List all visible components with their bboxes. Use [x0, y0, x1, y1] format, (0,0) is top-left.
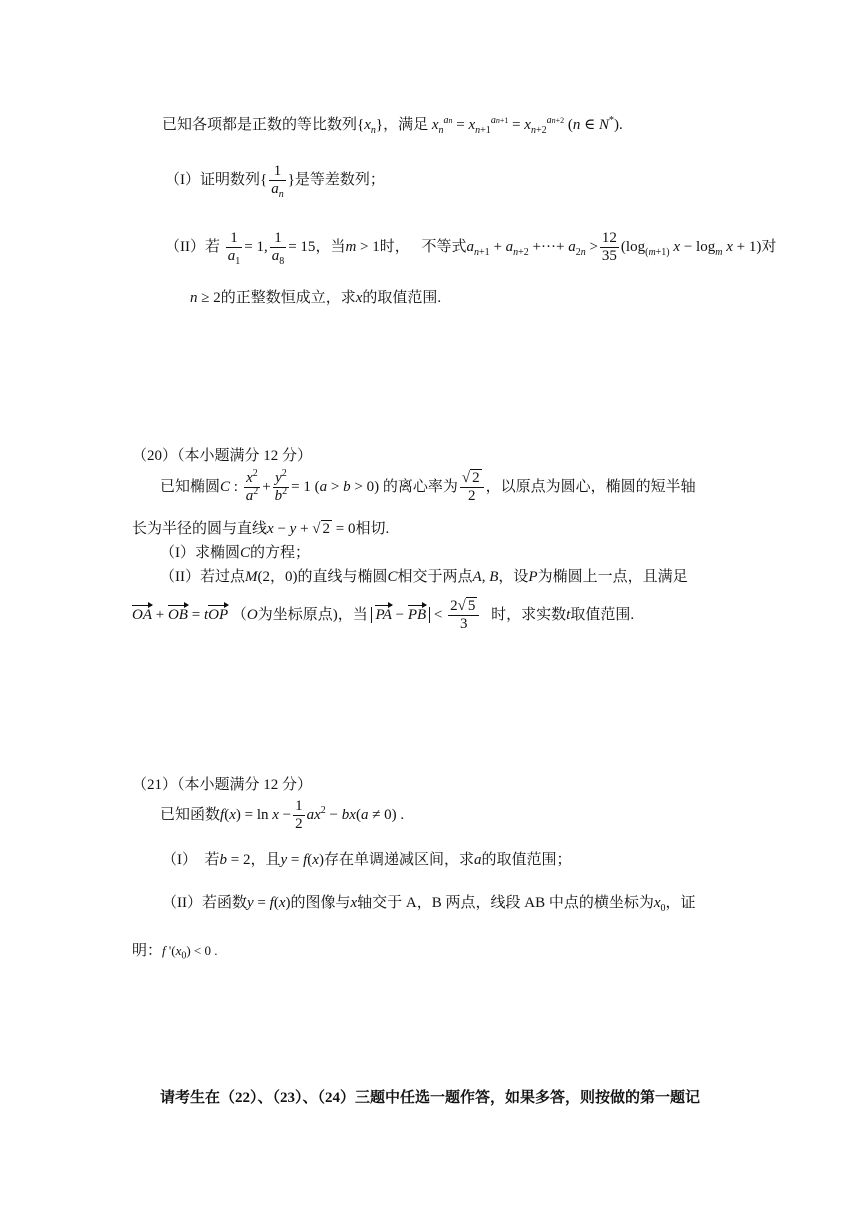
p21-part1: （I） 若b = 2，且y = f(x)存在单调递减区间，求a的取值范围；	[162, 852, 572, 868]
p19-line4: n ≥ 2的正整数恒成立，求x的取值范围.	[190, 290, 442, 306]
p21-part2: （II）若函数y = f(x)的图像与x轴交于 A，B 两点，线段 AB 中点的横坐标为$x_0$，证	[162, 895, 696, 914]
p20-header: （20）（本小题满分 12 分）	[132, 448, 313, 464]
p20-line1: 已知椭圆C : $\frac{x^2}{a^2}$ + $\frac{y^2}{b^2}$ = 1 (a > b > 0) 的离心率为 $\frac{√ 2}{2}$ ，以原点为圆心，椭圆的短半轴	[160, 468, 696, 505]
p19-part2: （II）若 $\frac{1}{a_1}$ = 1, $\frac{1}{a_8}$ = 15，当m > 1时， 不等式$a_{n+1} + a_{n+2}$ +···+ $a_{2n}$ > $\frac{12}{35}$ ($\log_{(m+1)}$ $x - \log_m x + 1$)对	[165, 230, 777, 268]
p20-part1: （I）求椭圆C的方程；	[160, 545, 311, 561]
p21-line4: 明：f '$(x_0) < 0$ .	[132, 943, 218, 962]
p21-header: （21）（本小题满分 12 分）	[132, 777, 313, 793]
p19-part1: （I）证明数列{ $\frac{1}{a_n}$ }是等差数列；	[165, 163, 385, 201]
p20-line5: OA + OB = tOP （O为坐标原点)，当 PA − PB < $\frac{2√ 5}{3}$ 时，求实数t取值范围.	[132, 598, 635, 633]
p19-line1: 已知各项都是正数的等比数列$\{x_n\}$，满足 $x_n^{an} = x_{n+1}^{an+1} = x_{n+2}^{an+2}$ (n ∈ N*).	[162, 115, 623, 136]
footer-note: 请考生在（22）、（23）、（24）三题中任选一题作答，如果多答，则按做的第一题记	[160, 1090, 701, 1106]
p20-part2: （II）若过点M(2，0)的直线与椭圆C相交于两点A, B，设P为椭圆上一点，且满足	[160, 569, 688, 585]
p21-line1: 已知函数f(x) = ln x − $\frac{1}{2}$ $ax^2 - bx(a \ne 0)$ .	[160, 798, 405, 833]
p20-line2: 长为半径的圆与直线x − y + √ 2 = 0相切.	[132, 521, 390, 537]
